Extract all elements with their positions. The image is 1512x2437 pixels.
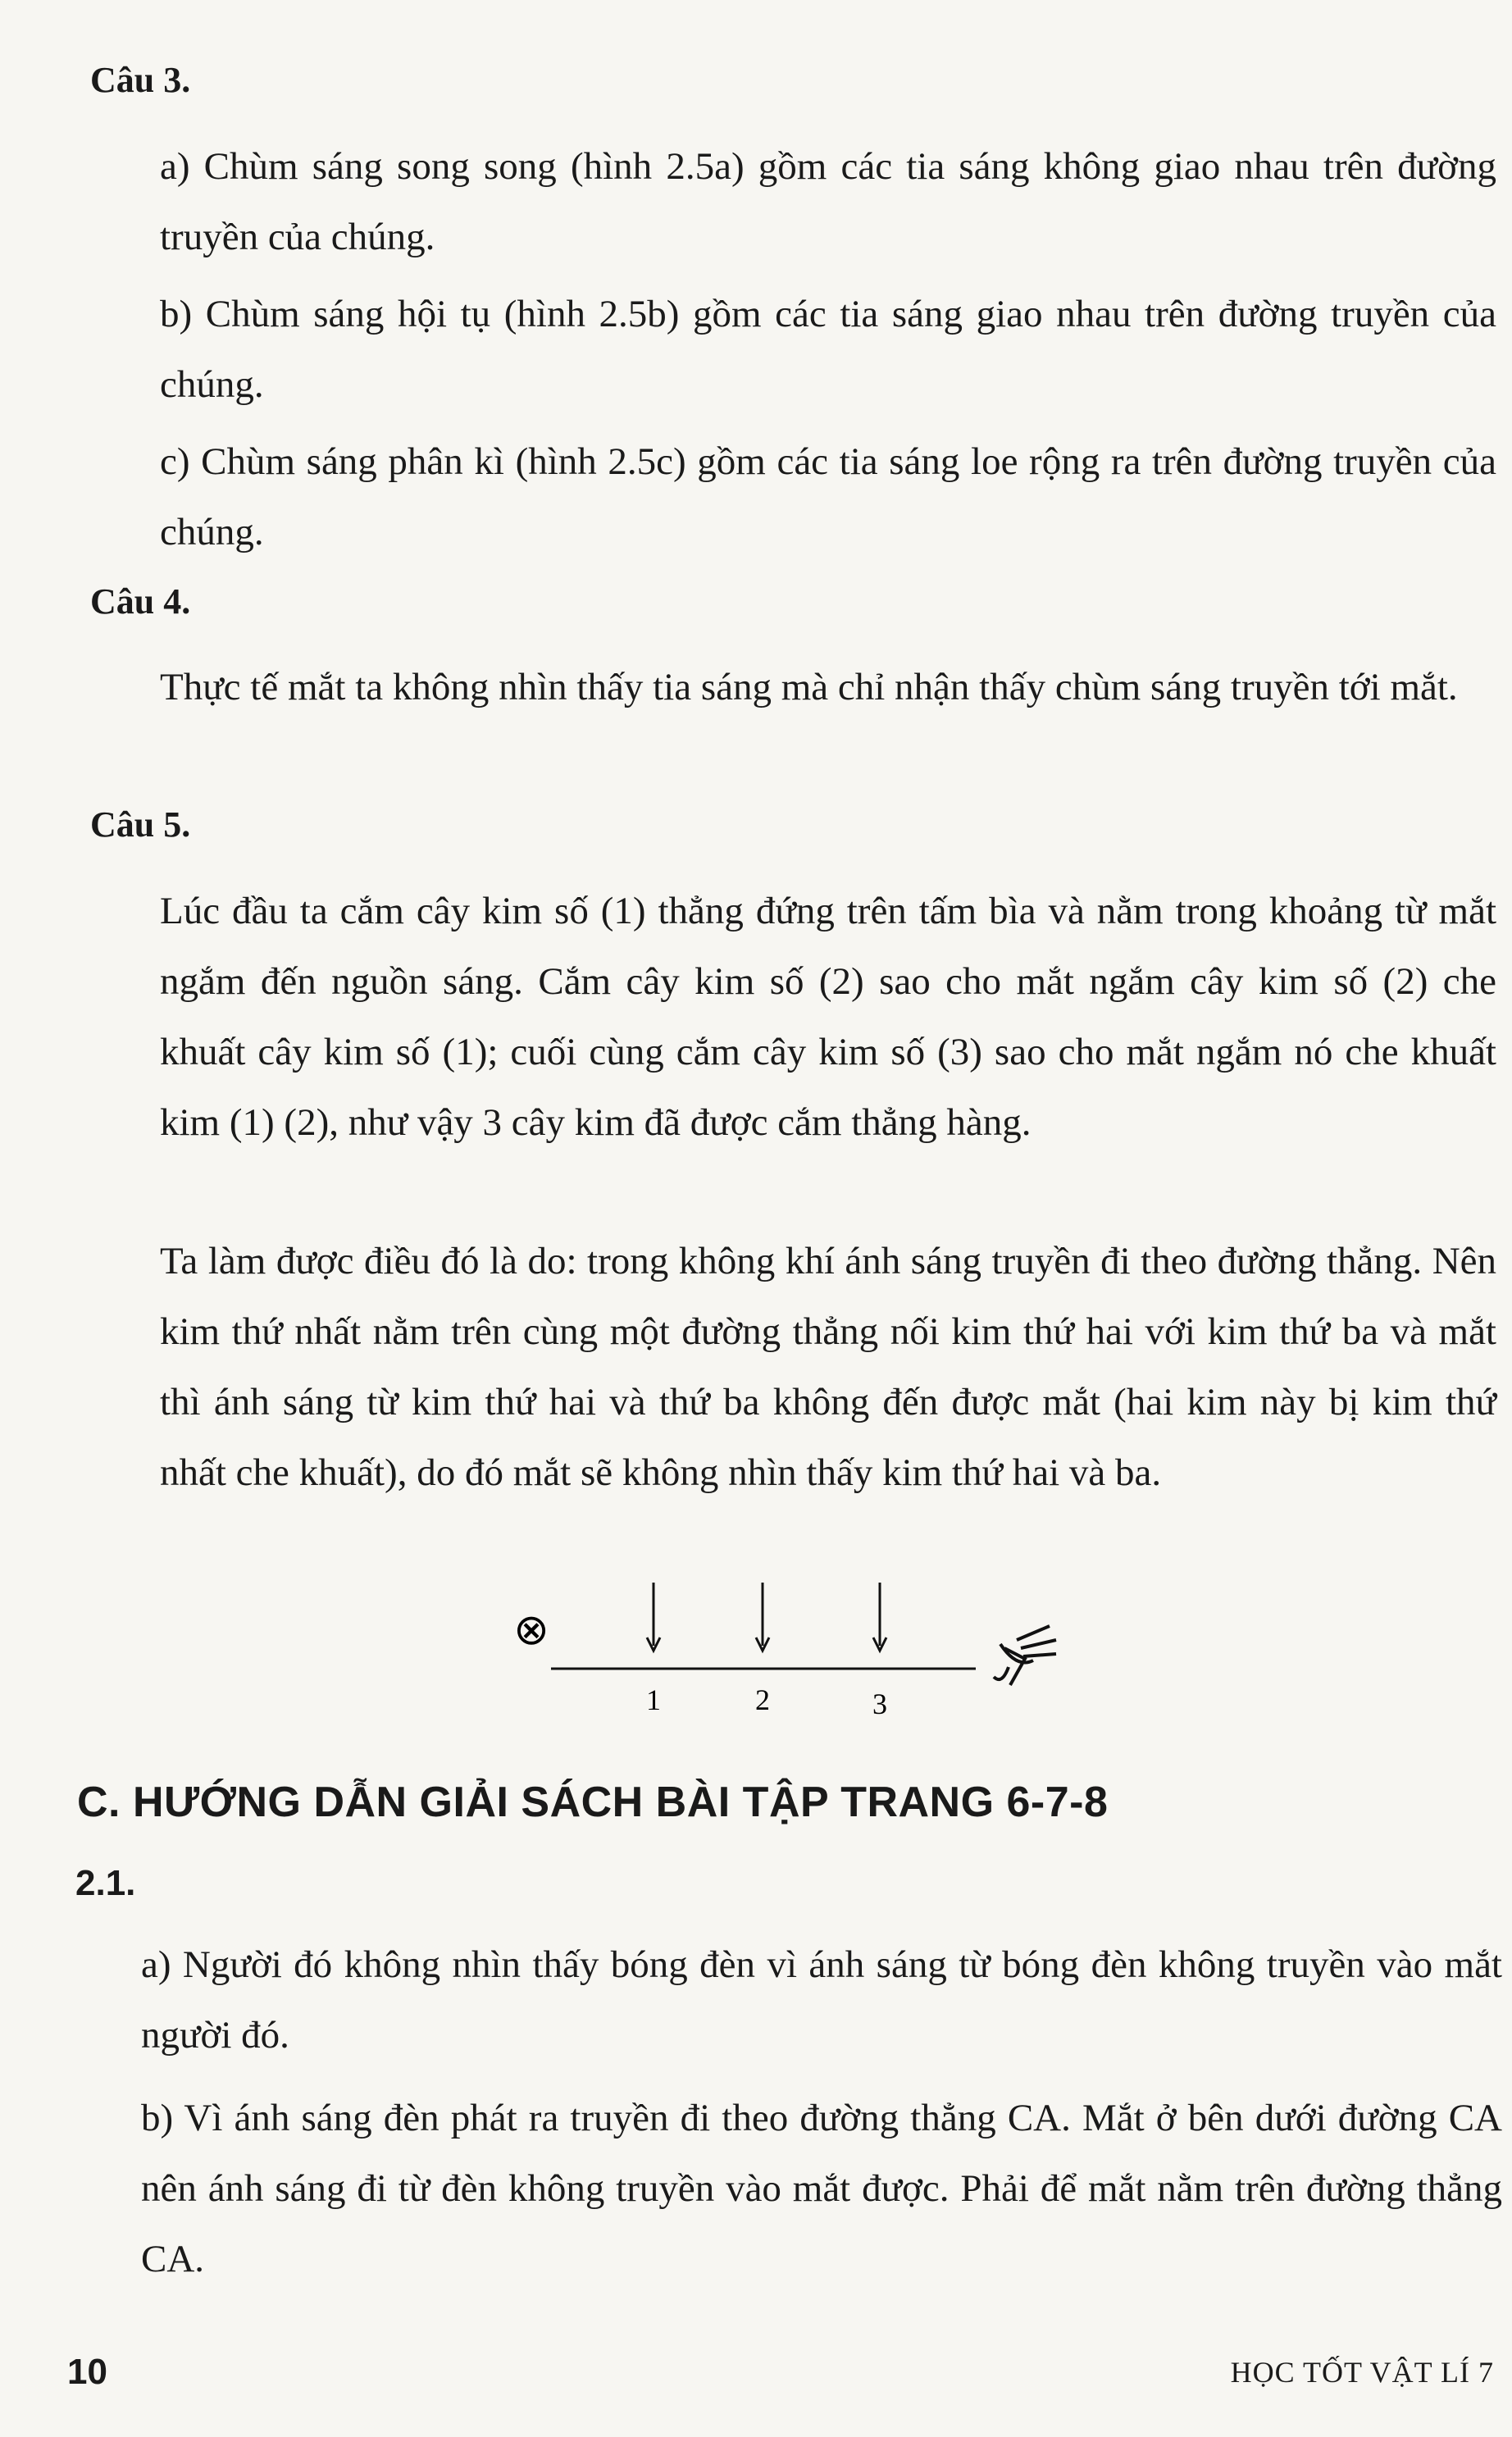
cau3-answer-a: a) Chùm sáng song song (hình 2.5a) gồm các tia sáng không giao nhau trên đường truyền của chúng.	[160, 145, 1496, 258]
pin-3	[873, 1583, 886, 1651]
exercise-2-1-answer-a: a) Người đó không nhìn thấy bóng đèn vì ánh sáng từ bóng đèn không truyền vào mắt người đó.	[141, 1943, 1502, 2057]
exercise-2-1-heading: 2.1.	[75, 1863, 136, 1903]
eye-icon	[994, 1626, 1056, 1685]
pin-2	[756, 1583, 769, 1651]
cau3-answer-b: b) Chùm sáng hội tụ (hình 2.5b) gồm các tia sáng giao nhau trên đường truyền của chúng.	[160, 293, 1496, 406]
pin-label-1: 1	[646, 1683, 661, 1716]
cau5-paragraph-1: Lúc đầu ta cắm cây kim số (1) thẳng đứng trên tấm bìa và nằm trong khoảng từ mắt ngắm đến nguồn sáng. Cắm cây kim số (2) sao cho mắt ngắm cây kim số (2) che khuất cây kim số (1); cuối cùng cắm cây kim số (3) sao cho mắt ngắm nó che khuất kim (1) (2), như vậy 3 cây kim đã được cắm thẳng hàng.	[160, 890, 1496, 1144]
light-source-symbol: ⊗	[513, 1606, 549, 1655]
cau5-heading: Câu 5.	[90, 804, 191, 845]
cau4-heading: Câu 4.	[90, 581, 191, 622]
pin-label-3: 3	[872, 1688, 887, 1720]
exercise-2-1-answer-b: b) Vì ánh sáng đèn phát ra truyền đi theo đường thẳng CA. Mắt ở bên dưới đường CA nên ánh sáng đi từ đèn không truyền vào mắt được. Phải để mắt nằm trên đường thẳng CA.	[141, 2097, 1502, 2280]
cau5-paragraph-2: Ta làm được điều đó là do: trong không khí ánh sáng truyền đi theo đường thẳng. Nên kim thứ nhất nằm trên cùng một đường thẳng nối kim thứ hai với kim thứ ba và mắt thì ánh sáng từ kim thứ hai và thứ ba không đến được mắt (hai kim này bị kim thứ nhất che khuất), do đó mắt sẽ không nhìn thấy kim thứ hai và ba.	[160, 1240, 1496, 1494]
page-number: 10	[67, 2352, 107, 2392]
pin-label-2: 2	[755, 1683, 770, 1716]
cau4-answer: Thực tế mắt ta không nhìn thấy tia sáng mà chỉ nhận thấy chùm sáng truyền tới mắt.	[160, 666, 1458, 708]
pin-1	[647, 1583, 660, 1651]
book-title: HỌC TỐT VẬT LÍ 7	[1230, 2356, 1494, 2389]
cau3-heading: Câu 3.	[90, 60, 191, 100]
cau3-answer-c: c) Chùm sáng phân kì (hình 2.5c) gồm các tia sáng loe rộng ra trên đường truyền của chúng.	[160, 440, 1496, 553]
pin-alignment-figure	[492, 1562, 1066, 1734]
section-c-title: C. HƯỚNG DẪN GIẢI SÁCH BÀI TẬP TRANG 6-7-8	[77, 1779, 1109, 1826]
